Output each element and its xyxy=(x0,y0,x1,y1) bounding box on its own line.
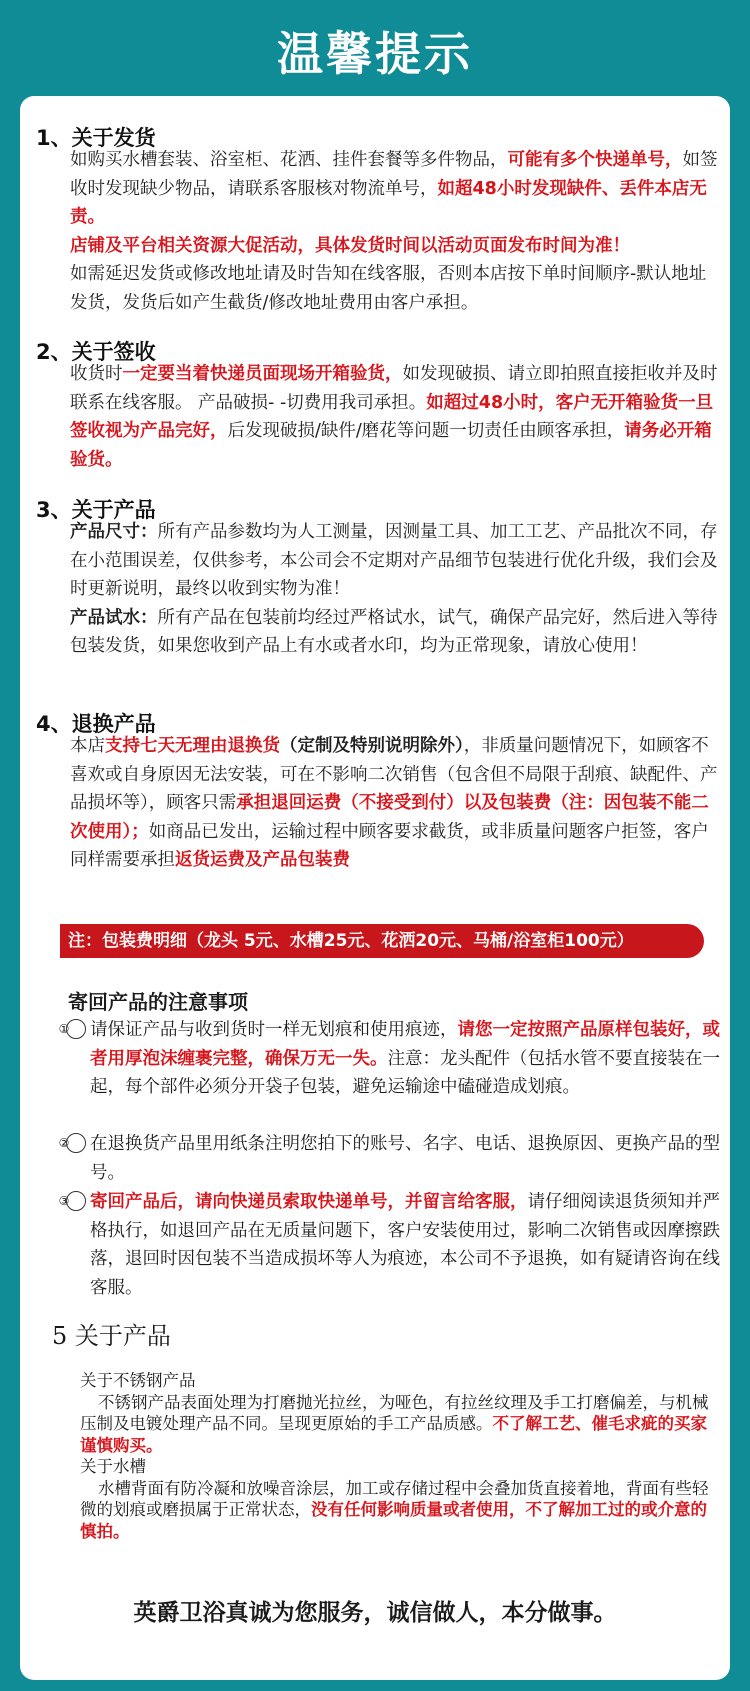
page-title: 温馨提示 xyxy=(277,27,473,81)
section-product-title: 3、关于产品 xyxy=(36,498,156,522)
product-size-text: 所有产品参数均为人工测量，因测量工具、加工工艺、产品批次不同，存在小范围误差，仅供参考，本公司会不定期对产品细节包装进行优化升级，我们会及时更新说明，最终以收到实物为准！ xyxy=(70,522,718,599)
receipt-text-3: 后发现破损/缺件/磨花等问题一切责任由顾客承担， xyxy=(227,421,625,441)
footer-slogan: 英爵卫浴真诚为您服务，诚信做人，本分做事。 xyxy=(133,1600,617,1626)
packaging-fee-banner: 注：包装费明细（龙头 5元、水槽25元、花洒20元、马桶/浴室柜100元） xyxy=(60,924,704,958)
section-product-5-title: 5 关于产品 xyxy=(52,1322,171,1350)
return-text-1: 本店 xyxy=(70,736,105,756)
note-2-text: 在退换货产品里用纸条注明您拍下的账号、名字、电话、退换原因、更换产品的型号。 xyxy=(90,1134,720,1183)
sink-heading: 关于水槽 xyxy=(80,1457,146,1476)
section-receipt-title: 2、关于签收 xyxy=(36,340,156,364)
receipt-text-2: 如发现破损、请立即拍照直接拒收并及时联系在线客服。 产品破损- -切费用我司承担。 xyxy=(70,364,718,413)
note-1-warning: 请您一定按照产品原样包装好，或者用厚泡沫缠裹完整，确保万无一失。 xyxy=(90,1020,720,1069)
receipt-warning-2: 如超过48小时，客户无开箱验货一旦签收视为产品完好， xyxy=(70,392,714,441)
section-receipt-body xyxy=(70,360,718,474)
stainless-warning: 不了解工艺、催毛求疵的买家谨慎购买。 xyxy=(80,1414,707,1455)
product-test-label: 产品试水： xyxy=(70,607,158,628)
sink-warning: 没有任何影响质量或者使用，不了解加工过的或介意的慎拍。 xyxy=(80,1500,707,1541)
shipping-text-2: 如签收时发现缺少物品，请联系客服核对物流单号， xyxy=(70,150,718,199)
return-note-1 xyxy=(58,1016,720,1102)
notice-card xyxy=(20,96,730,1680)
note-1-text: 请保证产品与收到货时一样无划痕和使用痕迹， xyxy=(90,1020,458,1040)
stainless-section xyxy=(80,1370,720,1542)
return-notes-title: 寄回产品的注意事项 xyxy=(68,990,248,1014)
receipt-text-1: 收货时 xyxy=(70,364,123,384)
shipping-warning-2: 如超48小时发现缺件、丢件本店无责。 xyxy=(70,178,707,227)
section-return-body xyxy=(70,732,718,875)
return-exception-note: （定制及特别说明除外） xyxy=(280,736,464,756)
shipping-text-1: 如购买水槽套装、浴室柜、花洒、挂件套餐等多件物品， xyxy=(70,150,508,170)
receipt-warning-3: 请务必开箱验货。 xyxy=(70,421,712,470)
return-warning-1: 支持七天无理由退换货 xyxy=(105,736,280,756)
note-1-text-2: 注意：龙头配件（包括水管不要直接装在一起，每个部件必须分开袋子包装，避免运输途中磕碰造成划痕。 xyxy=(90,1048,720,1097)
return-warning-2: 承担退回运费（不接受到付）以及包装费（注：因包装不能二次使用）； xyxy=(70,793,709,842)
section-product-body xyxy=(70,518,718,661)
note-number-1: ① xyxy=(66,1019,86,1039)
return-warning-3: 返货运费及产品包装费 xyxy=(175,850,350,870)
section-shipping-body xyxy=(70,146,718,317)
note-3-text: 请仔细阅读退货须知并严格执行，如退回产品在无质量问题下，客户安装使用过，影响二次销售或因摩擦跌落，退回时因包装不当造成损坏等人为痕迹，本公司不予退换，如有疑请咨询在线客服。 xyxy=(90,1192,720,1298)
shipping-text-3: 如需延迟发货或修改地址请及时告知在线客服，否则本店按下单时间顺序-默认地址发货，发货后如产生截货/修改地址费用由客户承担。 xyxy=(70,264,707,313)
section-shipping-title: 1、关于发货 xyxy=(36,126,156,150)
note-number-3: ③ xyxy=(66,1191,86,1211)
stainless-heading: 关于不锈钢产品 xyxy=(80,1371,196,1390)
product-test-text: 所有产品在包装前均经过严格试水，试气，确保产品完好，然后进入等待包装发货，如果您收到产品上有水或者水印，均为正常现象，请放心使用！ xyxy=(70,607,718,656)
shipping-warning-3: 店铺及平台相关资源大促活动，具体发货时间以活动页面发布时间为准！ xyxy=(70,235,630,256)
receipt-warning-1: 一定要当着快递员面现场开箱验货， xyxy=(122,364,403,384)
return-text-3: 如商品已发出，运输过程中顾客要求截货，或非质量问题客户拒签，客户同样需要承担 xyxy=(70,821,709,870)
note-number-2: ② xyxy=(66,1133,86,1153)
stainless-text: 不锈钢产品表面处理为打磨抛光拉丝，为哑色，有拉丝纹理及手工打磨偏差，与机械压制及电镀处理产品不同。呈现更原始的手工产品质感。 xyxy=(80,1392,709,1433)
return-note-3 xyxy=(58,1188,720,1302)
return-note-2 xyxy=(58,1130,720,1187)
section-return-title: 4、退换产品 xyxy=(36,712,156,736)
shipping-warning-1: 可能有多个快递单号， xyxy=(507,150,683,170)
note-3-warning: 寄回产品后，请向快递员索取快递单号，并留言给客服， xyxy=(90,1192,528,1212)
sink-text: 水槽背面有防冷凝和放噪音涂层，加工或存储过程中会叠加货直接着地，背面有些轻微的划痕或磨损属于正常状态， xyxy=(80,1478,709,1519)
product-size-label: 产品尺寸： xyxy=(70,522,158,542)
return-text-2: ，非质量问题情况下，如顾客不喜欢或自身原因无法安装，可在不影响二次销售（包含但不局限于刮痕、缺配件、产品损坏等），顾客只需 xyxy=(70,736,718,813)
